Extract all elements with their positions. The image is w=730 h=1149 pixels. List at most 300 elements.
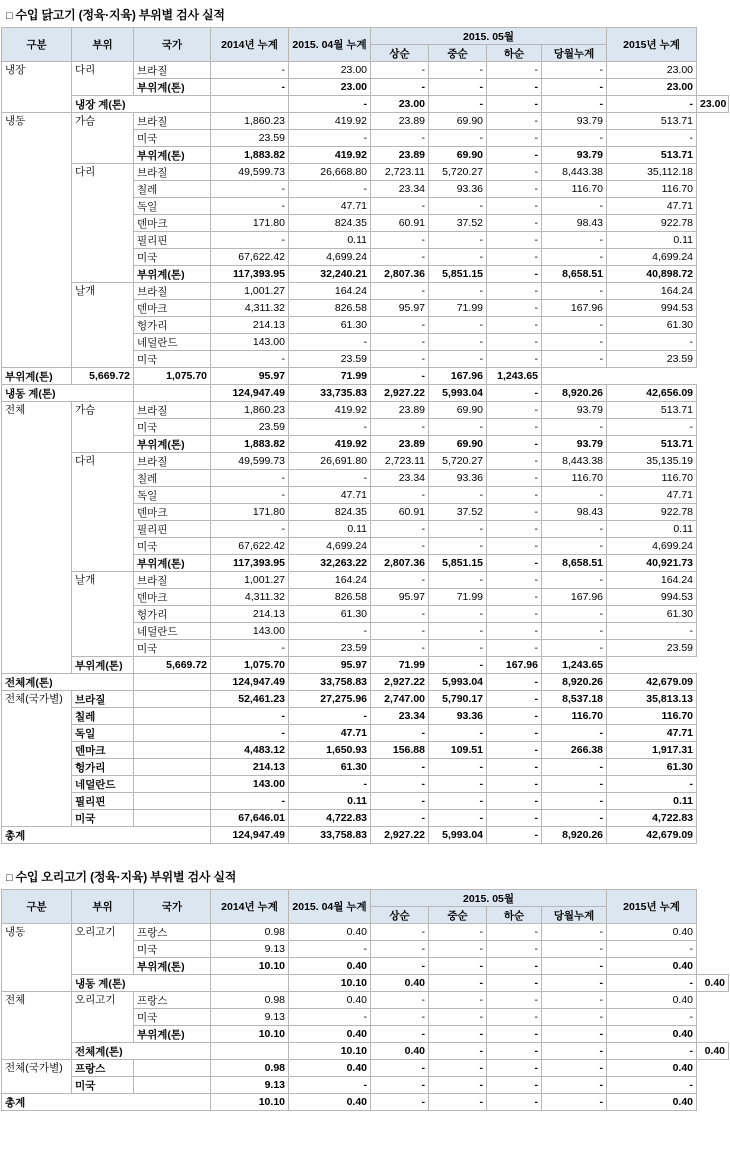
col-header-201504-cumulative: 2015. 04월 누계 <box>289 890 371 924</box>
col-header-hasun: 하순 <box>487 907 542 924</box>
row-gukga-name: 네덜란드 <box>72 776 134 793</box>
cell-value: 8,443.38 <box>542 453 607 470</box>
cell-value: 1,860.23 <box>211 113 289 130</box>
cell-value: 2,807.36 <box>371 555 429 572</box>
cell-value: - <box>487 317 542 334</box>
col-header-buwi: 부위 <box>72 28 134 62</box>
cell-value: - <box>487 300 542 317</box>
cell-value: 71.99 <box>429 589 487 606</box>
cell-value: 69.90 <box>429 402 487 419</box>
cell-value: - <box>289 181 371 198</box>
cell-value: 37.52 <box>429 215 487 232</box>
row-gukga: 필리핀 <box>134 521 211 538</box>
cell-value: - <box>487 623 542 640</box>
cell-value: - <box>429 759 487 776</box>
cell-value: - <box>429 283 487 300</box>
cell-value: 0.40 <box>607 1094 697 1111</box>
col-header-dangwol: 당월누계 <box>542 45 607 62</box>
cell-value: - <box>371 941 429 958</box>
cell-value: 1,860.23 <box>211 402 289 419</box>
cell-value: 8,920.26 <box>542 827 607 844</box>
cell-value: - <box>542 538 607 555</box>
cell-value: - <box>371 958 429 975</box>
group-total-label: 냉장 계(톤) <box>72 96 211 113</box>
cell-value: 116.70 <box>542 470 607 487</box>
cell-value: - <box>429 419 487 436</box>
table-row <box>2 827 729 844</box>
cell-value: - <box>487 691 542 708</box>
cell-value: - <box>429 992 487 1009</box>
row-gukga: 미국 <box>134 538 211 555</box>
cell-value: - <box>542 1060 607 1077</box>
cell-value: 33,735.83 <box>289 385 371 402</box>
cell-value: 4,722.83 <box>289 810 371 827</box>
cell-value: 0.98 <box>211 924 289 941</box>
group-total-spacer <box>211 1043 289 1060</box>
row-gukga: 브라질 <box>134 572 211 589</box>
cell-value: - <box>542 992 607 1009</box>
cell-value: 26,668.80 <box>289 164 371 181</box>
cell-value: 23.89 <box>371 436 429 453</box>
cell-value: - <box>429 572 487 589</box>
cell-value: 32,263.22 <box>289 555 371 572</box>
cell-value: - <box>429 1060 487 1077</box>
cell-value: 5,851.15 <box>429 555 487 572</box>
cell-value: 95.97 <box>371 300 429 317</box>
cell-value: 33,758.83 <box>289 674 371 691</box>
cell-value: 513.71 <box>607 113 697 130</box>
col-header-gubun: 구분 <box>2 890 72 924</box>
cell-value: 2,927.22 <box>371 385 429 402</box>
cell-value: - <box>487 725 542 742</box>
cell-value: 37.52 <box>429 504 487 521</box>
row-gukga-filler <box>134 1077 211 1094</box>
cell-value: 266.38 <box>542 742 607 759</box>
cell-value: - <box>371 249 429 266</box>
col-header-sangsun: 상순 <box>371 45 429 62</box>
cell-value: - <box>429 657 487 674</box>
cell-value: 824.35 <box>289 215 371 232</box>
group-total-label: 냉동 계(톤) <box>72 975 211 992</box>
cell-value: - <box>542 623 607 640</box>
col-header-gukga: 국가 <box>134 890 211 924</box>
table-row <box>2 113 729 130</box>
cell-value: 42,656.09 <box>607 385 697 402</box>
cell-value: - <box>487 79 542 96</box>
row-gukga-filler <box>134 708 211 725</box>
cell-value: - <box>487 759 542 776</box>
cell-value: 171.80 <box>211 504 289 521</box>
title-marker-icon: □ <box>6 872 13 884</box>
title-marker-icon: □ <box>6 10 13 22</box>
cell-value: 0.11 <box>289 232 371 249</box>
table-row <box>2 96 729 113</box>
cell-value: - <box>289 941 371 958</box>
cell-value: 0.40 <box>371 1043 429 1060</box>
cell-value: 61.30 <box>607 606 697 623</box>
cell-value: 167.96 <box>542 300 607 317</box>
cell-value: - <box>289 1077 371 1094</box>
row-gukga-name: 칠레 <box>72 708 134 725</box>
cell-value: - <box>542 1043 607 1060</box>
cell-value: - <box>429 538 487 555</box>
cell-value: - <box>542 572 607 589</box>
cell-value: - <box>542 521 607 538</box>
cell-value: - <box>607 623 697 640</box>
cell-value: - <box>487 924 542 941</box>
cell-value: - <box>289 130 371 147</box>
row-gukga-filler <box>134 793 211 810</box>
cell-value: - <box>542 198 607 215</box>
cell-value: 0.11 <box>289 521 371 538</box>
title-text: 수입 닭고기 (정육·지육) 부위별 검사 실적 <box>15 8 225 22</box>
cell-value: 0.98 <box>211 992 289 1009</box>
row-gukga: 브라질 <box>134 164 211 181</box>
table-row <box>2 793 729 810</box>
cell-value: - <box>211 487 289 504</box>
cell-value: 47.71 <box>607 487 697 504</box>
cell-value: 5,669.72 <box>134 657 211 674</box>
cell-value: - <box>487 1043 542 1060</box>
cell-value: - <box>371 487 429 504</box>
cell-value: - <box>371 130 429 147</box>
row-gukga: 네덜란드 <box>134 334 211 351</box>
row-gukga: 브라질 <box>134 453 211 470</box>
table-row <box>2 164 729 181</box>
cell-value: - <box>429 776 487 793</box>
cell-value: 67,622.42 <box>211 249 289 266</box>
cell-value: 93.36 <box>429 708 487 725</box>
cell-value: - <box>542 759 607 776</box>
cell-value: - <box>429 941 487 958</box>
cell-value: - <box>289 419 371 436</box>
cell-value: 71.99 <box>371 657 429 674</box>
col-header-201504-cumulative: 2015. 04월 누계 <box>289 28 371 62</box>
cell-value: 4,699.24 <box>607 538 697 555</box>
cell-value: - <box>487 113 542 130</box>
cell-value: 0.40 <box>697 1043 729 1060</box>
cell-value: - <box>542 1077 607 1094</box>
cell-value: - <box>487 402 542 419</box>
cell-value: - <box>371 623 429 640</box>
cell-value: - <box>371 317 429 334</box>
cell-value: - <box>542 1094 607 1111</box>
cell-value: - <box>542 958 607 975</box>
cell-value: - <box>487 992 542 1009</box>
cell-value: 49,599.73 <box>211 164 289 181</box>
cell-value: 23.89 <box>371 402 429 419</box>
cell-value: 33,758.83 <box>289 827 371 844</box>
table-row <box>2 691 729 708</box>
cell-value: - <box>371 62 429 79</box>
cell-value: 47.71 <box>289 725 371 742</box>
cell-value: 23.59 <box>289 351 371 368</box>
cell-value: - <box>542 640 607 657</box>
table-row <box>2 283 729 300</box>
cell-value: 2,723.11 <box>371 164 429 181</box>
table-row <box>2 657 729 674</box>
cell-value: - <box>542 725 607 742</box>
cell-value: - <box>487 198 542 215</box>
table-row <box>2 572 729 589</box>
cell-value: - <box>487 130 542 147</box>
cell-value: 124,947.49 <box>211 385 289 402</box>
cell-value: - <box>487 164 542 181</box>
cell-value: 419.92 <box>289 113 371 130</box>
table-spacer <box>0 844 730 866</box>
cell-value: - <box>542 1026 607 1043</box>
cell-value: - <box>487 521 542 538</box>
row-gukga: 덴마크 <box>134 504 211 521</box>
cell-value: - <box>211 708 289 725</box>
group-total-spacer <box>134 385 211 402</box>
cell-value: - <box>429 1094 487 1111</box>
cell-value: 61.30 <box>607 317 697 334</box>
cell-value: - <box>487 249 542 266</box>
cell-value: 60.91 <box>371 215 429 232</box>
cell-value: - <box>371 793 429 810</box>
cell-value: - <box>289 776 371 793</box>
row-gukga-name: 미국 <box>72 1077 134 1094</box>
row-gukga-name: 브라질 <box>72 691 134 708</box>
cell-value: 922.78 <box>607 215 697 232</box>
cell-value: 23.59 <box>289 640 371 657</box>
cell-value: 0.40 <box>607 958 697 975</box>
cell-value: 214.13 <box>211 606 289 623</box>
cell-value: - <box>607 1009 697 1026</box>
cell-value: 4,311.32 <box>211 589 289 606</box>
cell-value: 95.97 <box>211 368 289 385</box>
row-gukga: 덴마크 <box>134 589 211 606</box>
cell-value: 71.99 <box>289 368 371 385</box>
cell-value: - <box>542 1009 607 1026</box>
cell-value: 35,135.19 <box>607 453 697 470</box>
cell-value: 23.34 <box>371 470 429 487</box>
row-gukga: 브라질 <box>134 113 211 130</box>
cell-value: - <box>607 776 697 793</box>
cell-value: - <box>371 368 429 385</box>
table-row <box>2 1060 729 1077</box>
cell-value: 0.11 <box>607 521 697 538</box>
cell-value: 4,722.83 <box>607 810 697 827</box>
cell-value: 40,898.72 <box>607 266 697 283</box>
cell-value: 61.30 <box>289 606 371 623</box>
cell-value: - <box>371 1094 429 1111</box>
cell-value: 2,927.22 <box>371 827 429 844</box>
cell-value: 124,947.49 <box>211 674 289 691</box>
group-total-spacer <box>134 674 211 691</box>
cell-value: 23.89 <box>371 113 429 130</box>
cell-value: - <box>429 623 487 640</box>
cell-value: 2,723.11 <box>371 453 429 470</box>
cell-value: - <box>429 924 487 941</box>
row-gukga: 독일 <box>134 198 211 215</box>
cell-value: - <box>607 96 697 113</box>
cell-value: 23.34 <box>371 181 429 198</box>
cell-value: - <box>487 147 542 164</box>
row-gukga: 브라질 <box>134 62 211 79</box>
cell-value: 1,883.82 <box>211 147 289 164</box>
cell-value: - <box>542 79 607 96</box>
cell-value: 2,747.00 <box>371 691 429 708</box>
cell-value: - <box>371 776 429 793</box>
cell-value: 419.92 <box>289 402 371 419</box>
cell-value: - <box>429 640 487 657</box>
table-row <box>2 368 729 385</box>
header-row-1 <box>2 890 729 907</box>
cell-value: 0.40 <box>607 1026 697 1043</box>
row-group-gubun: 냉장 <box>2 62 72 113</box>
cell-value: - <box>487 958 542 975</box>
cell-value: - <box>542 96 607 113</box>
cell-value: - <box>487 742 542 759</box>
row-buwi-subtotal-label: 부위계(톤) <box>2 368 72 385</box>
group-total-spacer <box>211 96 289 113</box>
cell-value: - <box>487 941 542 958</box>
table-body <box>2 924 729 1111</box>
row-gukga-filler <box>134 691 211 708</box>
cell-value: - <box>371 759 429 776</box>
row-group-buwi: 날개 <box>72 283 134 368</box>
cell-value: 4,699.24 <box>289 538 371 555</box>
cell-value: - <box>542 249 607 266</box>
cell-value: - <box>542 487 607 504</box>
cell-value: - <box>542 924 607 941</box>
cell-value: 8,920.26 <box>542 385 607 402</box>
cell-value: 116.70 <box>607 708 697 725</box>
row-group-buwi: 오리고기 <box>72 992 134 1043</box>
col-header-month-group: 2015. 05월 <box>371 890 607 907</box>
row-gukga: 덴마크 <box>134 215 211 232</box>
table-row <box>2 385 729 402</box>
cell-value: - <box>542 317 607 334</box>
cell-value: 1,883.82 <box>211 436 289 453</box>
cell-value: 164.24 <box>289 283 371 300</box>
cell-value: 27,275.96 <box>289 691 371 708</box>
cell-value: 0.40 <box>289 1026 371 1043</box>
cell-value: - <box>371 992 429 1009</box>
row-group-buwi: 다리 <box>72 453 134 572</box>
cell-value: 0.11 <box>289 793 371 810</box>
table-row <box>2 924 729 941</box>
cell-value: - <box>429 96 487 113</box>
row-buwi-subtotal-label: 부위계(톤) <box>134 555 211 572</box>
cell-value: - <box>429 1026 487 1043</box>
cell-value: 93.79 <box>542 113 607 130</box>
cell-value: 4,699.24 <box>607 249 697 266</box>
cell-value: 67,646.01 <box>211 810 289 827</box>
cell-value: - <box>487 1026 542 1043</box>
inspection-table-1 <box>1 27 729 844</box>
cell-value: 167.96 <box>487 657 542 674</box>
cell-value: - <box>542 793 607 810</box>
table-row <box>2 759 729 776</box>
row-gukga: 칠레 <box>134 470 211 487</box>
cell-value: 4,311.32 <box>211 300 289 317</box>
table-row <box>2 402 729 419</box>
cell-value: 23.00 <box>289 79 371 96</box>
cell-value: 1,001.27 <box>211 572 289 589</box>
cell-value: 8,920.26 <box>542 674 607 691</box>
cell-value: 71.99 <box>429 300 487 317</box>
row-group-gubun: 전체 <box>2 402 72 674</box>
cell-value: - <box>429 975 487 992</box>
cell-value: 5,993.04 <box>429 827 487 844</box>
col-header-2015-cumulative: 2015년 누계 <box>607 28 697 62</box>
col-header-dangwol: 당월누계 <box>542 907 607 924</box>
cell-value: 42,679.09 <box>607 674 697 691</box>
cell-value: 214.13 <box>211 759 289 776</box>
cell-value: - <box>429 130 487 147</box>
cell-value: 0.40 <box>607 924 697 941</box>
cell-value: - <box>429 606 487 623</box>
cell-value: 0.40 <box>607 992 697 1009</box>
cell-value: 93.36 <box>429 470 487 487</box>
col-header-gubun: 구분 <box>2 28 72 62</box>
cell-value: 419.92 <box>289 436 371 453</box>
col-header-gukga: 국가 <box>134 28 211 62</box>
cell-value: 116.70 <box>542 708 607 725</box>
cell-value: 116.70 <box>542 181 607 198</box>
cell-value: - <box>487 215 542 232</box>
table-title-2 <box>0 866 730 889</box>
cell-value: 60.91 <box>371 504 429 521</box>
cell-value: 143.00 <box>211 334 289 351</box>
cell-value: 5,790.17 <box>429 691 487 708</box>
cell-value: - <box>429 317 487 334</box>
cell-value: - <box>487 62 542 79</box>
cell-value: 23.59 <box>211 130 289 147</box>
row-gukga: 브라질 <box>134 402 211 419</box>
cell-value: 98.43 <box>542 215 607 232</box>
cell-value: - <box>487 572 542 589</box>
row-buwi-subtotal-label: 부위계(톤) <box>134 147 211 164</box>
cell-value: - <box>542 810 607 827</box>
cell-value: 143.00 <box>211 776 289 793</box>
cell-value: - <box>542 232 607 249</box>
cell-value: 47.71 <box>607 725 697 742</box>
cell-value: 1,243.65 <box>542 657 607 674</box>
col-header-2015-cumulative: 2015년 누계 <box>607 890 697 924</box>
cell-value: 1,075.70 <box>134 368 211 385</box>
cell-value: - <box>429 198 487 215</box>
col-header-2014-cumulative: 2014년 누계 <box>211 890 289 924</box>
row-gukga-name: 헝가리 <box>72 759 134 776</box>
row-buwi-subtotal-label: 부위계(톤) <box>134 436 211 453</box>
cell-value: - <box>607 1043 697 1060</box>
cell-value: 42,679.09 <box>607 827 697 844</box>
cell-value: - <box>607 975 697 992</box>
row-gukga-filler <box>134 742 211 759</box>
row-gukga-filler <box>134 759 211 776</box>
cell-value: 35,112.18 <box>607 164 697 181</box>
row-gukga: 칠레 <box>134 181 211 198</box>
row-gukga: 미국 <box>134 1009 211 1026</box>
cell-value: - <box>429 1077 487 1094</box>
table-row <box>2 1043 729 1060</box>
cell-value: - <box>487 776 542 793</box>
row-gukga-name: 프랑스 <box>72 1060 134 1077</box>
cell-value: 8,658.51 <box>542 266 607 283</box>
table-row <box>2 1094 729 1111</box>
row-group-buwi: 날개 <box>72 572 134 657</box>
cell-value: 167.96 <box>429 368 487 385</box>
cell-value: - <box>429 725 487 742</box>
cell-value: 23.59 <box>607 640 697 657</box>
cell-value: 35,813.13 <box>607 691 697 708</box>
cell-value: - <box>542 62 607 79</box>
cell-value: 164.24 <box>607 572 697 589</box>
